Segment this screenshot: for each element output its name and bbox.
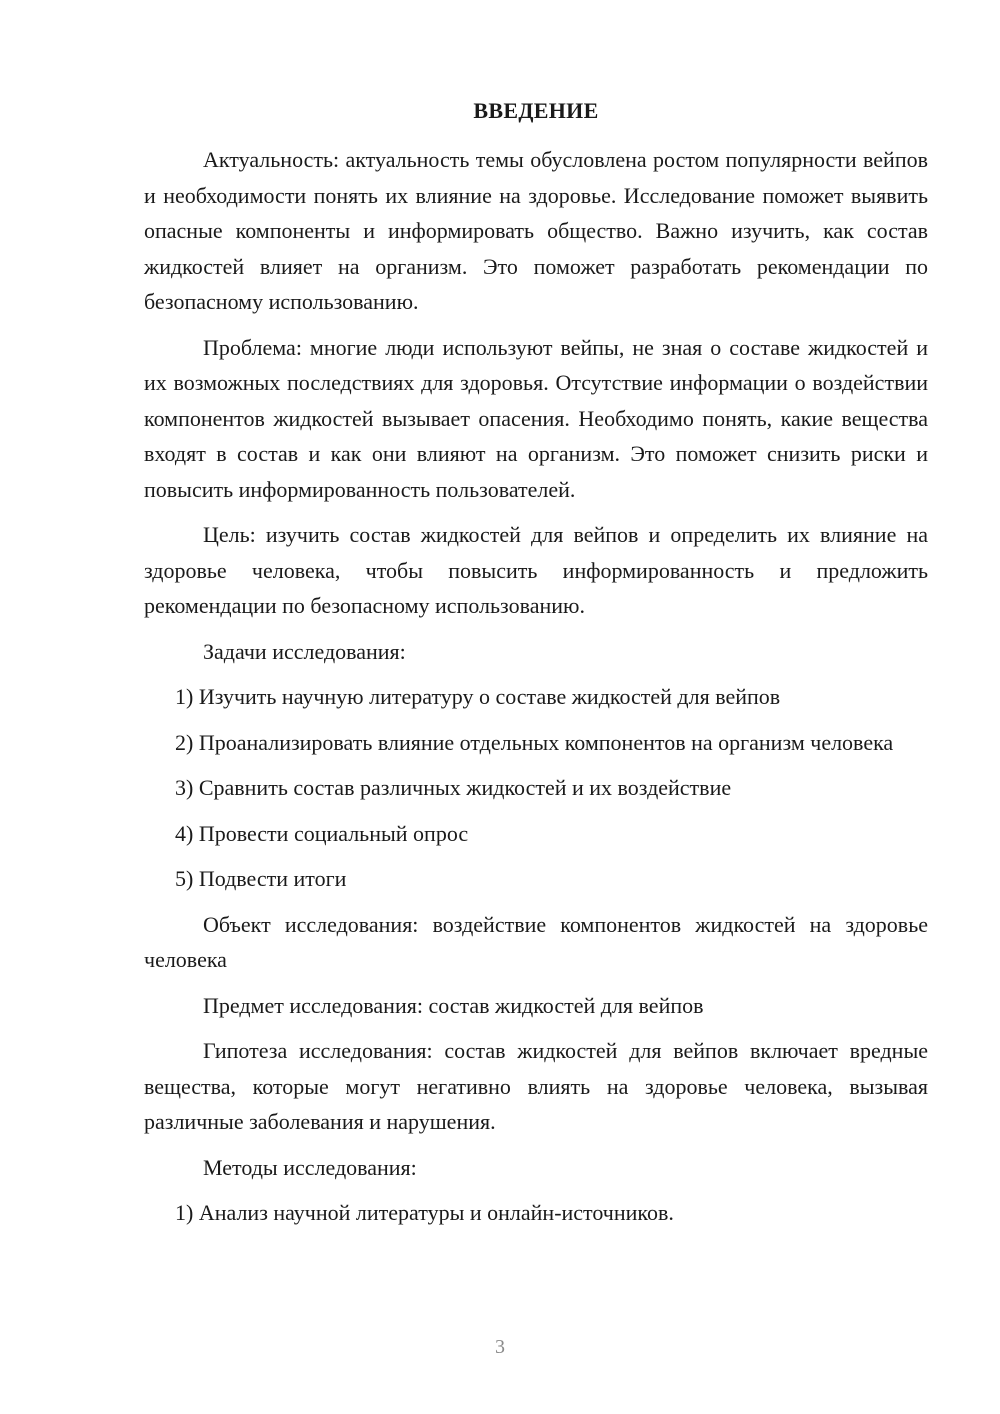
- page-heading: ВВЕДЕНИЕ: [473, 98, 599, 123]
- task-item-2: 2) Проанализировать влияние отдельных компонентов на организм человека: [175, 729, 894, 755]
- task-item-1: 1) Изучить научную литературу о составе жидкостей для вейпов: [175, 684, 781, 709]
- page-number: 3: [495, 1336, 505, 1358]
- document-page: [144, 94, 928, 1241]
- task-item-4: 4) Провести социальный опрос: [175, 820, 469, 846]
- paragraph-goal: Цель: изучить состав жидкостей для вейпов и определить их влияние на здоровье человека, чтобы повысить информированность и предложить рекомендации по безопасному использованию.: [144, 522, 928, 618]
- paragraph-subject: Предмет исследования: состав жидкостей для вейпов: [203, 992, 704, 1018]
- task-item-3: 3) Сравнить состав различных жидкостей и их воздействие: [175, 775, 732, 800]
- paragraph-problem: Проблема: многие люди используют вейпы, не зная о составе жидкостей и их возможных последствиях для здоровья. Отсутствие информации о воздействии компонентов жидкостей вызывает опасения. Необходимо понять, какие вещества входят в состав и как они влияют на организм. Это поможет снизить риски и повысить информированность пользователей.: [144, 334, 928, 502]
- tasks-heading: Задачи исследования:: [203, 638, 406, 664]
- task-item-5: 5) Подвести итоги: [175, 866, 347, 891]
- paragraph-object: Объект исследования: воздействие компонентов жидкостей на здоровье человека: [144, 911, 928, 972]
- paragraph-hypothesis: Гипотеза исследования: состав жидкостей для вейпов включает вредные вещества, которые могут негативно влиять на здоровье человека, вызывая различные заболевания и нарушения.: [144, 1038, 928, 1134]
- method-item-1: 1) Анализ научной литературы и онлайн-источников.: [175, 1200, 674, 1225]
- methods-heading: Методы исследования:: [203, 1154, 417, 1180]
- paragraph-relevance: Актуальность: актуальность темы обусловлена ростом популярности вейпов и необходимости понять их влияние на здоровье. Исследование поможет выявить опасные компоненты и информировать общество. Важно изучить, как состав жидкостей влияет на организм. Это поможет разработать рекомендации по безопасному использованию.: [144, 147, 928, 314]
